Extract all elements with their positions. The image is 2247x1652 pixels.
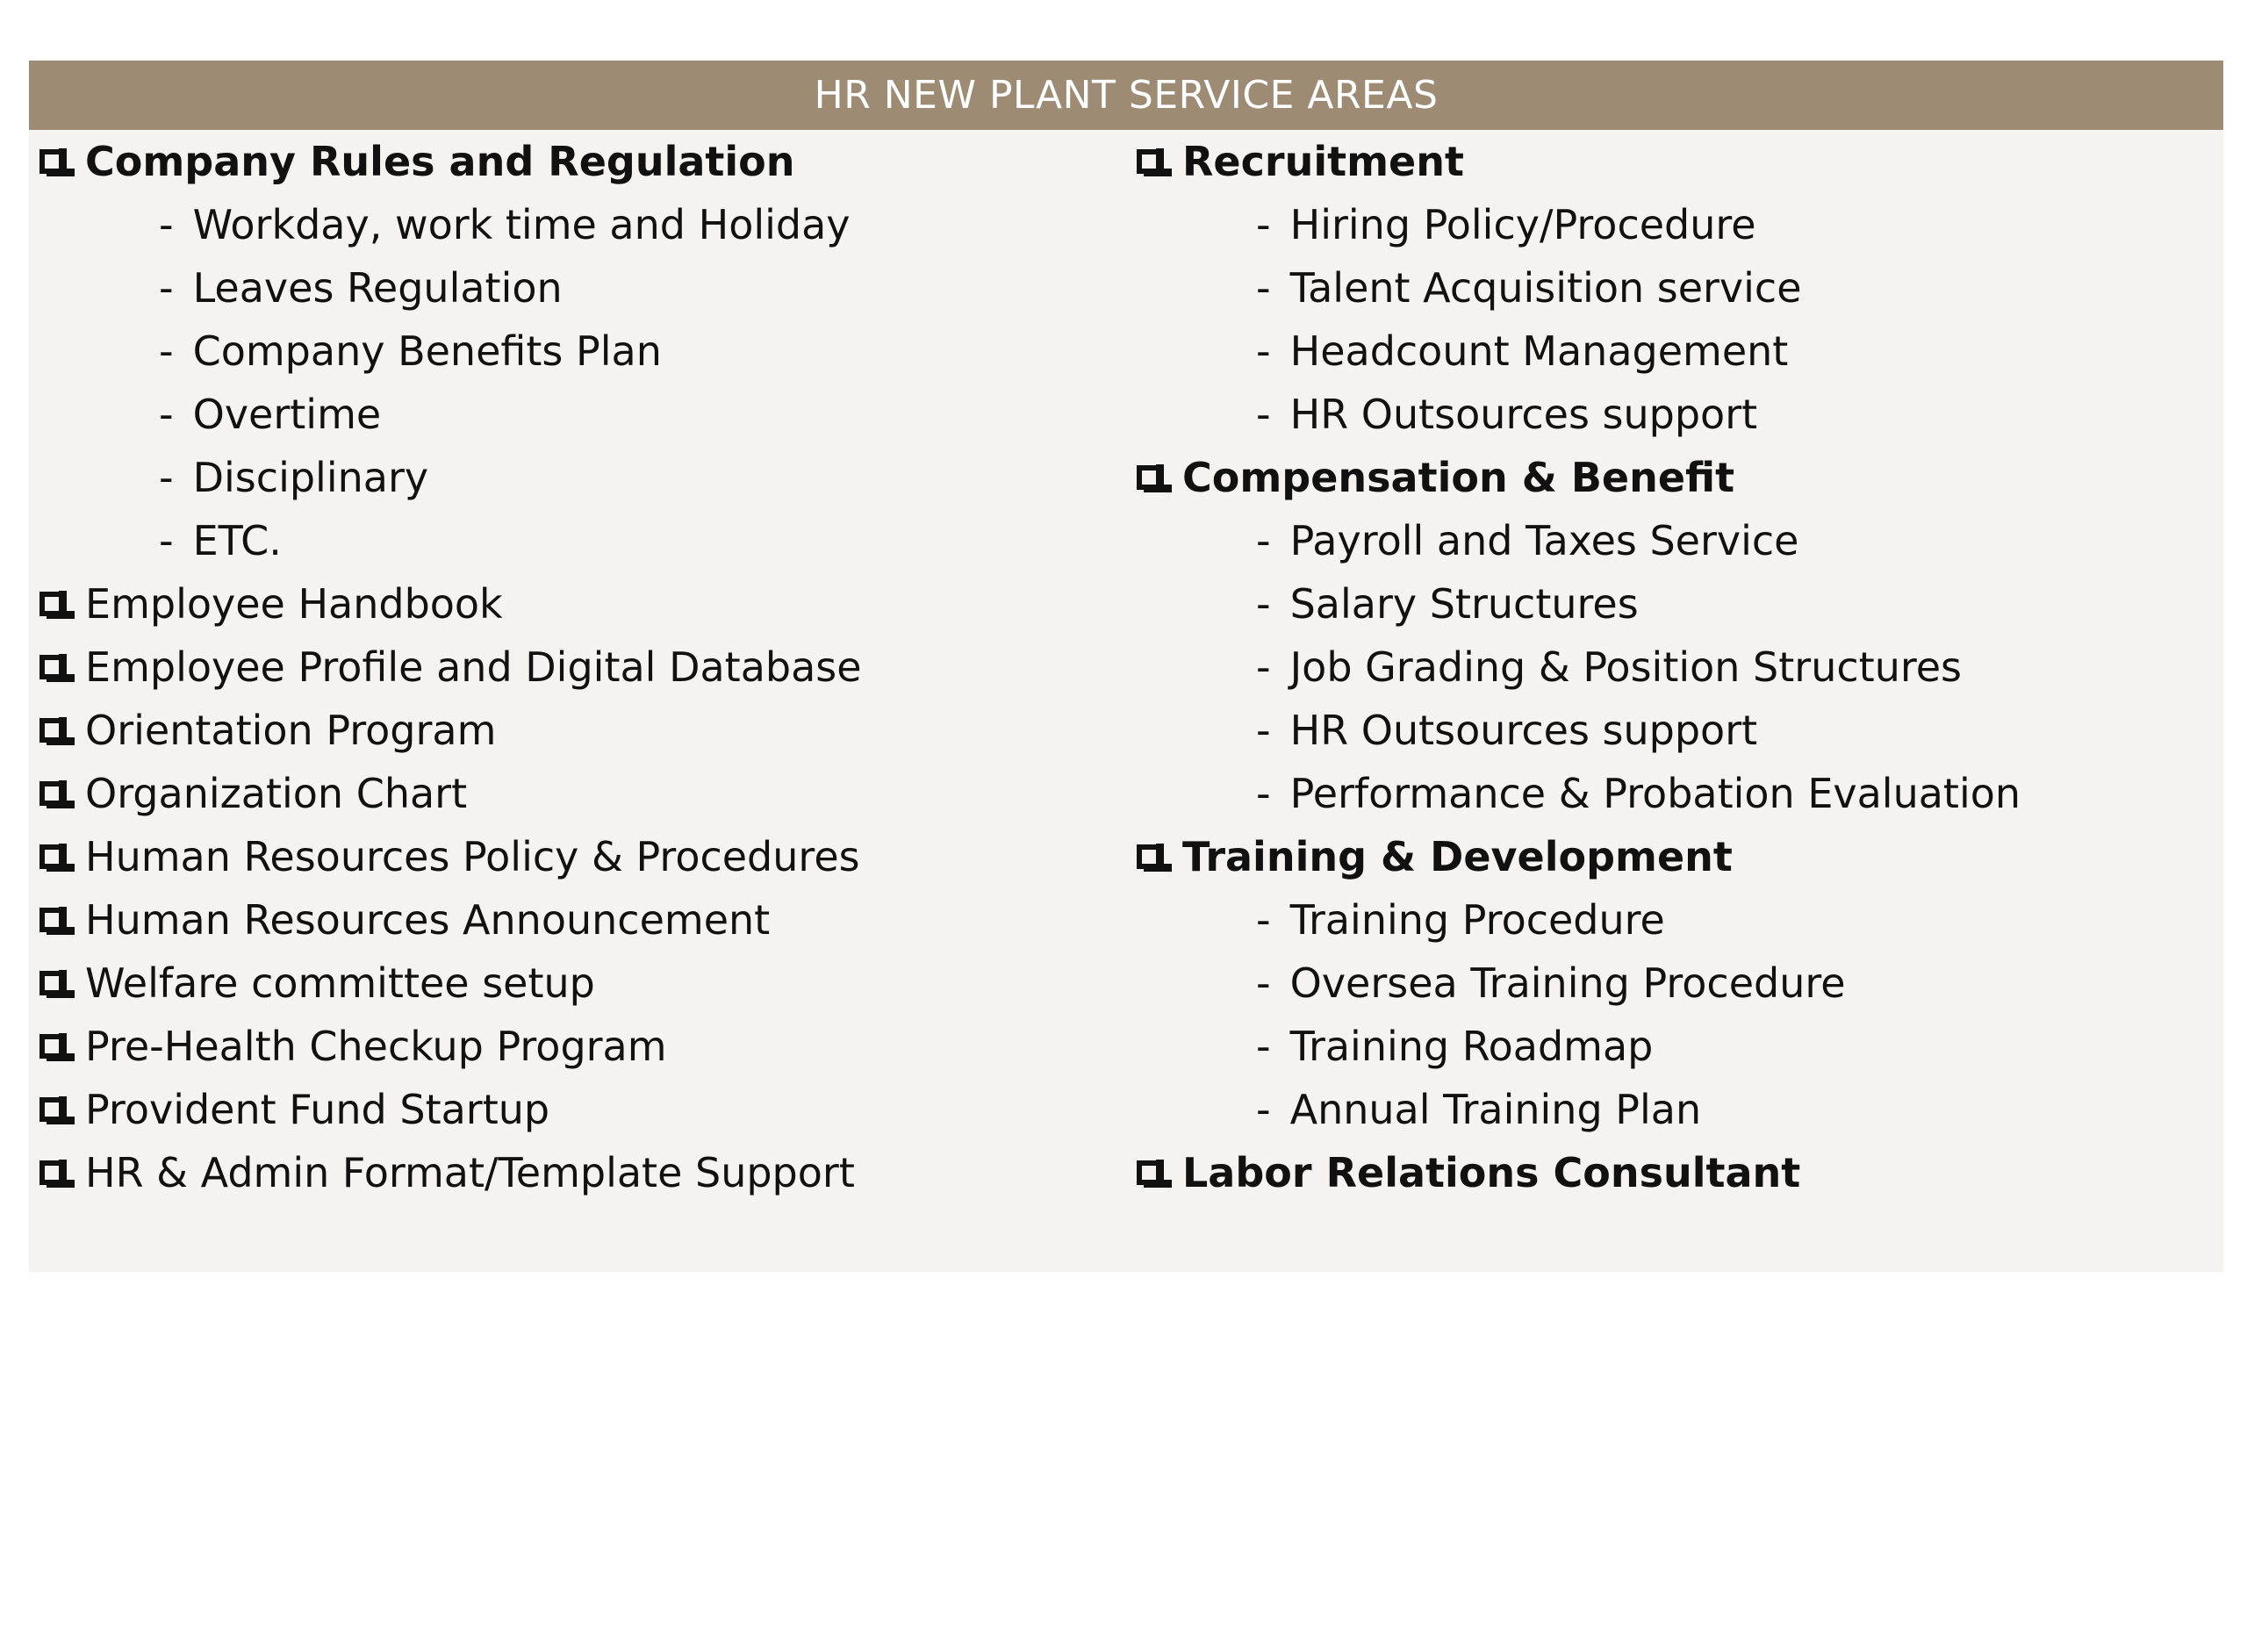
checklist-item	[39, 762, 862, 825]
sub-item	[1137, 509, 2021, 572]
checkbox-icon	[1137, 465, 1161, 490]
sub-item	[1137, 572, 2021, 636]
sub-item	[1137, 699, 2021, 762]
sub-item-label: Company Benefits Plan	[192, 327, 662, 375]
item-label: HR & Admin Format/Template Support	[85, 1149, 855, 1196]
sub-item	[1137, 1015, 2021, 1078]
checkbox-icon	[1137, 1160, 1161, 1185]
sub-item-label: Payroll and Taxes Service	[1289, 517, 1799, 564]
checkbox-icon	[39, 655, 64, 679]
item-label: Human Resources Announcement	[85, 896, 771, 944]
dash-mark: -	[159, 454, 174, 501]
sub-item	[1137, 888, 2021, 952]
sub-item-label: Annual Training Plan	[1289, 1086, 1702, 1133]
dash-mark: -	[1256, 1023, 1271, 1070]
dash-mark: -	[1256, 391, 1271, 438]
dash-mark: -	[1256, 770, 1271, 817]
item-label: Company Rules and Regulation	[85, 138, 795, 185]
checklist-item	[1137, 825, 2021, 888]
sub-item-label: HR Outsources support	[1289, 391, 1758, 438]
dash-mark: -	[159, 391, 174, 438]
checklist-item	[39, 130, 862, 193]
sub-item	[1137, 952, 2021, 1015]
item-label: Pre-Health Checkup Program	[85, 1023, 667, 1070]
checkbox-icon	[39, 844, 64, 869]
checklist-item	[39, 1015, 862, 1078]
checkbox-icon	[1137, 149, 1161, 174]
dash-mark: -	[159, 201, 174, 248]
item-label: Recruitment	[1182, 138, 1464, 185]
dash-mark: -	[1256, 643, 1271, 691]
dash-mark: -	[1256, 959, 1271, 1007]
item-label: Employee Handbook	[85, 580, 503, 628]
sub-item	[1137, 320, 2021, 383]
sub-item	[1137, 636, 2021, 699]
checkbox-icon	[39, 1034, 64, 1059]
checkbox-icon	[39, 592, 64, 616]
item-label: Compensation & Benefit	[1182, 454, 1735, 501]
page-title: HR NEW PLANT SERVICE AREAS	[814, 73, 1439, 118]
sub-item-label: Talent Acquisition service	[1289, 264, 1802, 312]
dash-mark: -	[159, 517, 174, 564]
sub-item	[39, 383, 862, 446]
header-bar	[29, 61, 2223, 130]
checklist-item	[1137, 446, 2021, 509]
checklist-item	[39, 572, 862, 636]
checkbox-icon	[39, 1160, 64, 1185]
item-label: Training & Development	[1182, 833, 1733, 880]
sub-item-label: Salary Structures	[1289, 580, 1639, 628]
item-label: Employee Profile and Digital Database	[85, 643, 862, 691]
checklist-item	[1137, 130, 2021, 193]
sub-item	[39, 509, 862, 572]
sub-item-label: Workday, work time and Holiday	[192, 201, 851, 248]
dash-mark: -	[1256, 201, 1271, 248]
sub-item	[1137, 383, 2021, 446]
sub-item-label: Training Procedure	[1289, 896, 1665, 944]
right-column	[1137, 130, 2021, 1204]
checkbox-icon	[39, 908, 64, 932]
checklist-item	[39, 1078, 862, 1141]
item-label: Orientation Program	[85, 707, 497, 754]
dash-mark: -	[1256, 1086, 1271, 1133]
sub-item-label: Headcount Management	[1289, 327, 1789, 375]
sub-item-label: Disciplinary	[192, 454, 429, 501]
checklist-item	[39, 1141, 862, 1204]
sub-item-label: HR Outsources support	[1289, 707, 1758, 754]
sub-item-label: ETC.	[192, 517, 282, 564]
sub-item-label: Hiring Policy/Procedure	[1289, 201, 1756, 248]
checkbox-icon	[39, 718, 64, 743]
item-label: Welfare committee setup	[85, 959, 595, 1007]
item-label: Human Resources Policy & Procedures	[85, 833, 860, 880]
dash-mark: -	[1256, 264, 1271, 312]
sub-item	[1137, 762, 2021, 825]
sub-item-label: Training Roadmap	[1289, 1023, 1654, 1070]
dash-mark: -	[1256, 896, 1271, 944]
item-label: Labor Relations Consultant	[1182, 1149, 1801, 1196]
checklist-item	[39, 888, 862, 952]
checklist-item	[39, 952, 862, 1015]
sub-item-label: Job Grading & Position Structures	[1289, 643, 1963, 691]
sub-item-label: Oversea Training Procedure	[1289, 959, 1846, 1007]
checklist-item	[39, 636, 862, 699]
checkbox-icon	[39, 1097, 64, 1122]
dash-mark: -	[1256, 517, 1271, 564]
sub-item	[39, 320, 862, 383]
sub-item	[1137, 1078, 2021, 1141]
checklist-item	[39, 825, 862, 888]
dash-mark: -	[159, 327, 174, 375]
sub-item	[39, 256, 862, 320]
item-label: Organization Chart	[85, 770, 468, 817]
left-column	[39, 130, 862, 1204]
item-label: Provident Fund Startup	[85, 1086, 550, 1133]
dash-mark: -	[1256, 327, 1271, 375]
sub-item	[39, 446, 862, 509]
checkbox-icon	[39, 149, 64, 174]
sub-item	[39, 193, 862, 256]
checkbox-icon	[39, 971, 64, 995]
dash-mark: -	[159, 264, 174, 312]
sub-item-label: Performance & Probation Evaluation	[1289, 770, 2021, 817]
checklist-item	[39, 699, 862, 762]
dash-mark: -	[1256, 580, 1271, 628]
dash-mark: -	[1256, 707, 1271, 754]
sub-item-label: Overtime	[192, 391, 382, 438]
service-areas-panel	[29, 61, 2223, 1272]
checkbox-icon	[39, 781, 64, 806]
sub-item-label: Leaves Regulation	[192, 264, 563, 312]
sub-item	[1137, 193, 2021, 256]
checklist-item	[1137, 1141, 2021, 1204]
checkbox-icon	[1137, 844, 1161, 869]
sub-item	[1137, 256, 2021, 320]
